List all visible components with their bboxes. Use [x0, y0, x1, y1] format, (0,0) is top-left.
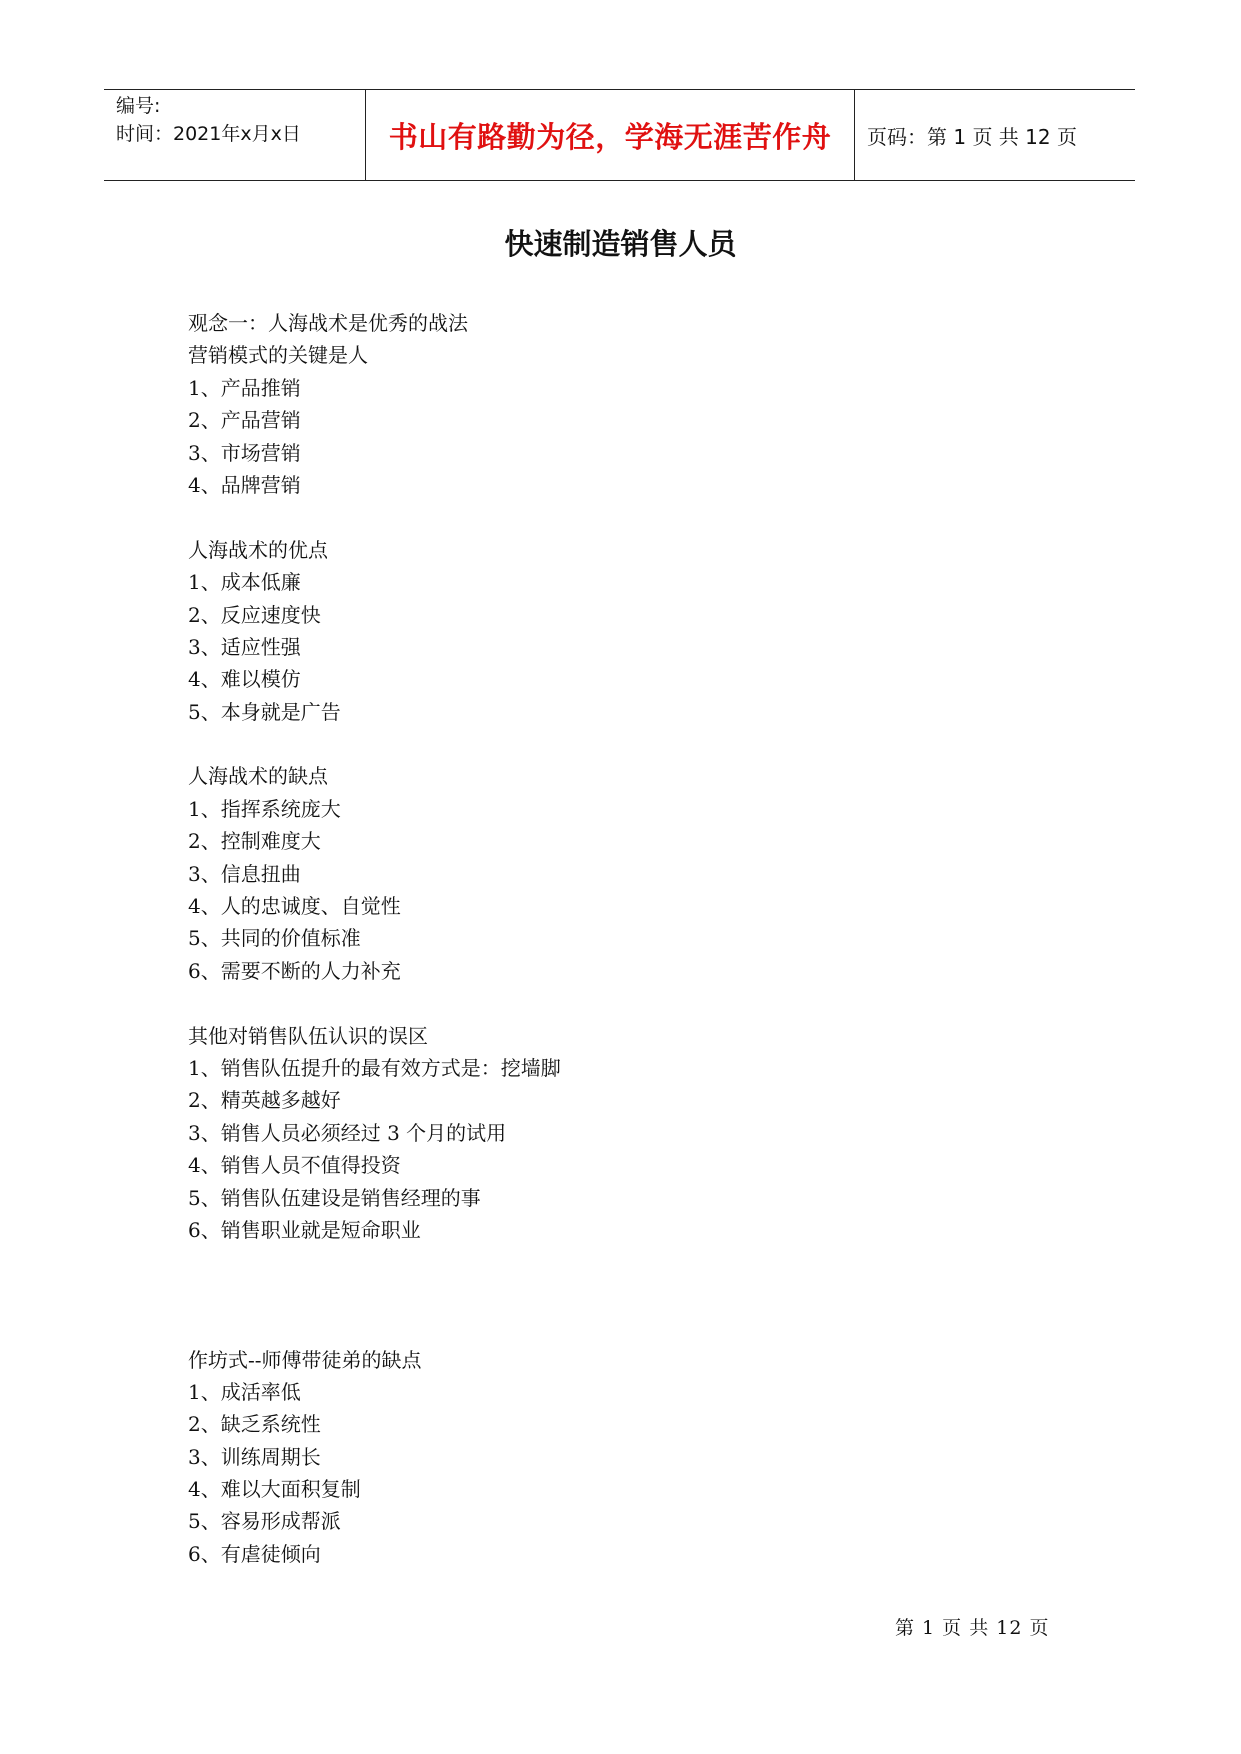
body-line: 5、销售队伍建设是销售经理的事 — [188, 1185, 481, 1210]
blank-line — [188, 1311, 1088, 1343]
body-line: 2、精英越多越好 — [188, 1088, 341, 1113]
body-line: 4、人的忠诚度、自觉性 — [188, 894, 401, 919]
header-table — [104, 89, 1135, 181]
body-line: 4、品牌营销 — [188, 472, 301, 497]
body-line: 6、销售职业就是短命职业 — [188, 1217, 421, 1242]
body-line: 观念一：人海战术是优秀的战法 — [188, 311, 468, 335]
body-line: 3、训练周期长 — [188, 1444, 321, 1469]
blank-line — [188, 1279, 1088, 1311]
body-line: 4、销售人员不值得投资 — [188, 1153, 401, 1178]
document-time-label: 时间：2021年x月x日 — [116, 123, 301, 145]
body-line: 3、市场营销 — [188, 440, 301, 465]
body-line: 3、适应性强 — [188, 634, 301, 659]
header-page-info: 页码：第 1 页 共 12 页 — [867, 124, 1077, 149]
body-line: 2、反应速度快 — [188, 602, 321, 627]
body-line: 1、指挥系统庞大 — [188, 796, 341, 821]
body-line: 6、有虐徒倾向 — [188, 1541, 321, 1566]
document-title: 快速制造销售人员 — [504, 227, 737, 261]
body-line: 2、产品营销 — [188, 408, 301, 433]
body-line: 3、销售人员必须经过 3 个月的试用 — [188, 1120, 507, 1145]
body-line: 1、销售队伍提升的最有效方式是：挖墙脚 — [188, 1055, 561, 1080]
blank-line — [188, 728, 1088, 760]
document-body — [188, 307, 1088, 1570]
body-line: 5、容易形成帮派 — [188, 1509, 341, 1534]
body-line: 人海战术的优点 — [188, 537, 328, 562]
body-line: 4、难以大面积复制 — [188, 1477, 361, 1502]
body-line: 作坊式--师傅带徒弟的缺点 — [188, 1347, 422, 1372]
body-line: 1、产品推销 — [188, 375, 301, 400]
blank-line — [188, 987, 1088, 1019]
body-line: 2、缺乏系统性 — [188, 1412, 321, 1437]
body-line: 3、信息扭曲 — [188, 861, 301, 886]
header-motto-cell — [366, 90, 855, 180]
blank-line — [188, 1246, 1088, 1278]
header-page-cell — [855, 90, 1135, 180]
body-line: 其他对销售队伍认识的误区 — [188, 1023, 428, 1048]
body-line: 人海战术的缺点 — [188, 764, 328, 789]
document-number-label: 编号: — [116, 95, 161, 117]
body-line: 1、成本低廉 — [188, 570, 301, 595]
body-line: 2、控制难度大 — [188, 829, 321, 854]
header-meta-cell — [104, 90, 366, 180]
blank-line — [188, 501, 1088, 533]
body-line: 5、本身就是广告 — [188, 699, 341, 724]
body-line: 1、成活率低 — [188, 1379, 301, 1404]
body-line: 4、难以模仿 — [188, 667, 301, 692]
header-motto: 书山有路勤为径，学海无涯苦作舟 — [388, 119, 832, 154]
body-line: 6、需要不断的人力补充 — [188, 958, 401, 983]
page-footer: 第 1 页 共 12 页 — [895, 1617, 1050, 1639]
body-line: 营销模式的关键是人 — [188, 343, 368, 368]
body-line: 5、共同的价值标准 — [188, 926, 361, 951]
